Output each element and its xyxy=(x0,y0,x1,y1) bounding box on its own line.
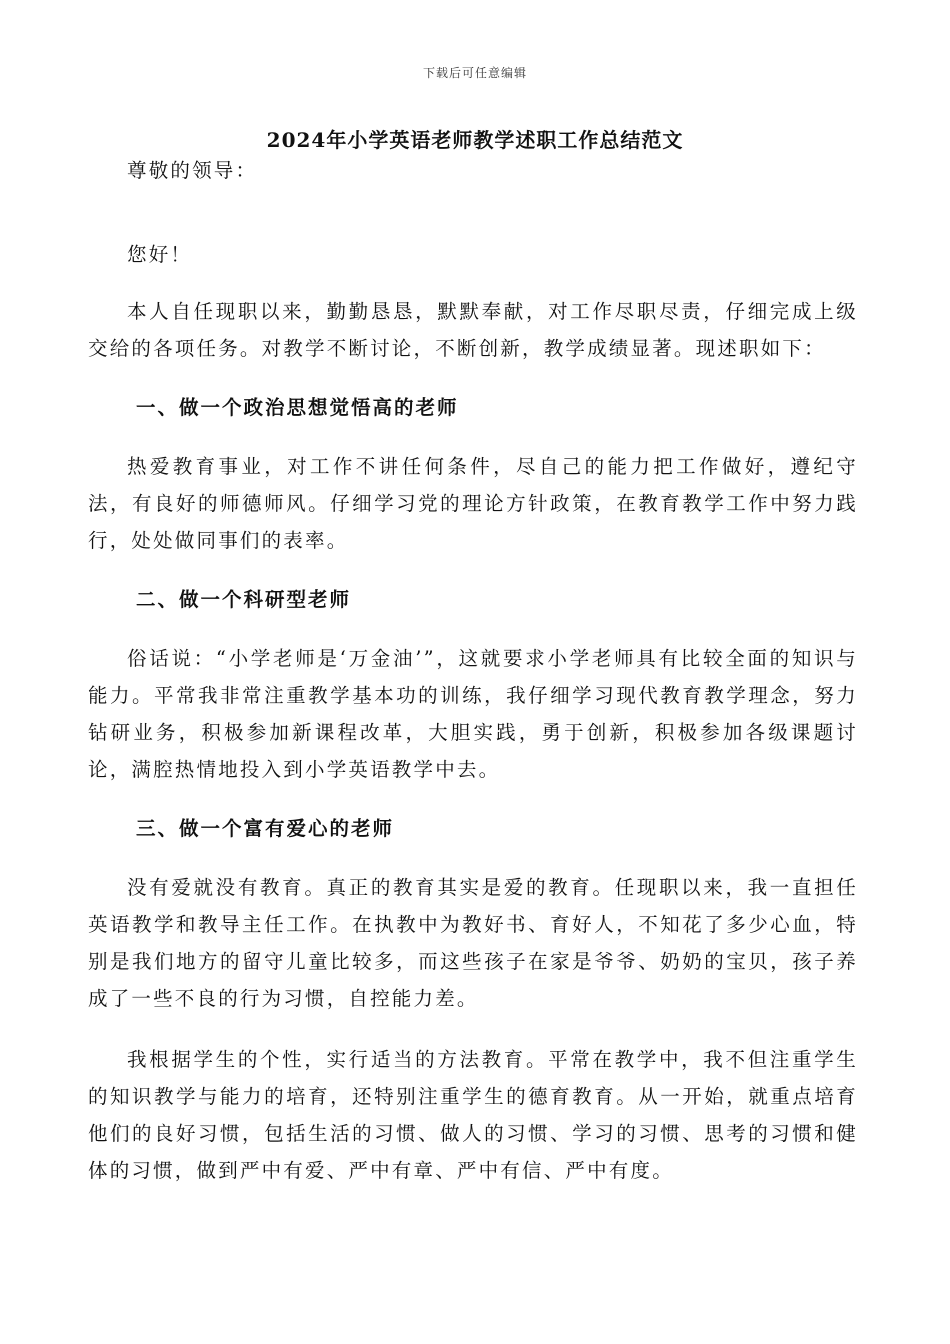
header-note: 下载后可任意编辑 xyxy=(422,66,527,80)
salutation xyxy=(88,152,858,189)
section-3-paragraph-2: 我根据学生的个性，实行适当的方法教育。平常在教学中，我不但注重学生的知识教学与能力的培育，还特别注重学生的德育教育。从一开始，就重点培育他们的良好习惯，包括生活的习惯、做人的习惯、学习的习惯、思考的习惯和健体的习惯，做到严中有爱、严中有章、严中有信、严中有度。 xyxy=(88,1048,858,1182)
section-1-paragraph-1: 热爱教育事业，对工作不讲任何条件，尽自己的能力把工作做好，遵纪守法，有良好的师德师风。仔细学习党的理论方针政策，在教育教学工作中努力践行，处处做同事们的表率。 xyxy=(88,455,858,552)
salutation-text: 尊敬的领导： xyxy=(127,159,258,182)
section-heading-1: 一、做一个政治思想觉悟高的老师 xyxy=(136,396,459,419)
section-heading-2: 二、做一个科研型老师 xyxy=(136,588,352,611)
section-3-paragraph-1: 没有爱就没有教育。真正的教育其实是爱的教育。任现职以来，我一直担任英语教学和教导主任工作。在执教中为教好书、育好人，不知花了多少心血，特别是我们地方的留守儿童比较多，而这些孩子在家是爷爷、奶奶的宝贝，孩子养成了一些不良的行为习惯，自控能力差。 xyxy=(88,876,858,1010)
document-title: 2024年小学英语老师教学述职工作总结范文 xyxy=(266,128,684,152)
greeting-text: 您好！ xyxy=(127,243,193,266)
greeting xyxy=(88,236,858,273)
intro-paragraph: 本人自任现职以来，勤勤恳恳，默默奉献，对工作尽职尽责，仔细完成上级交给的各项任务。对教学不断讨论，不断创新，教学成绩显著。现述职如下： xyxy=(88,300,858,360)
section-heading-3: 三、做一个富有爱心的老师 xyxy=(136,817,395,840)
section-2-paragraph-1: 俗话说：“小学老师是‘万金油’”，这就要求小学老师具有比较全面的知识与能力。平常我非常注重教学基本功的训练，我仔细学习现代教育教学理念，努力钻研业务，积极参加新课程改革，大胆实践，勇于创新，积极参加各级课题讨论，满腔热情地投入到小学英语教学中去。 xyxy=(88,647,858,781)
